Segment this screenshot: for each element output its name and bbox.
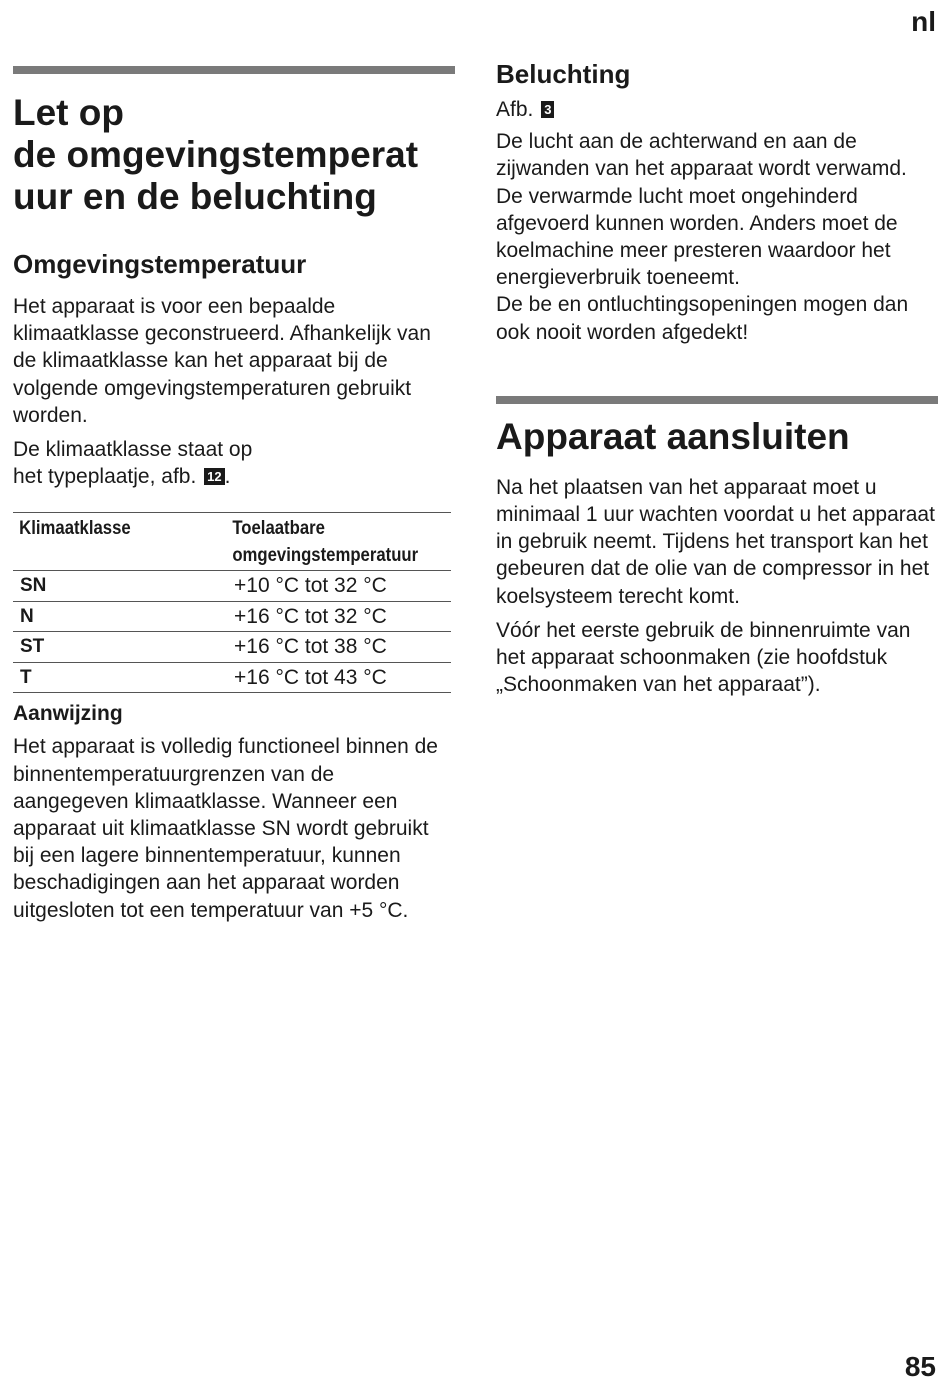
table-cell-klasse: N <box>20 605 34 627</box>
table-row <box>13 632 451 663</box>
section-rule <box>496 396 938 404</box>
figure-reference-badge: 12 <box>204 468 224 485</box>
text-line: De klimaatklasse staat op <box>13 438 253 462</box>
beluchting-heading: Beluchting <box>496 59 631 89</box>
climate-class-table <box>13 512 451 693</box>
aansluiten-paragraph: Na het plaatsen van het apparaat moet u minimaal 1 uur wachten voordat u het apparaat in gebruik neemt. Tijdens het transport kan het gebeuren dat de olie van de compressor in het koelsysteem terecht komt. <box>496 475 935 608</box>
omgevingstemperatuur-paragraph: Het apparaat is voor een bepaalde klimaatklasse geconstrueerd. Afhankelijk van de klimaatklasse kan het apparaat bij de volgende omgevingstemperaturen gebruikt worden. <box>13 295 431 427</box>
table-row <box>13 601 451 632</box>
table-cell-temp: +10 °C tot 32 °C <box>234 574 387 598</box>
klimaatklasse-location-paragraph <box>13 436 455 490</box>
title-line: Let op <box>13 92 124 133</box>
text-line: het typeplaatje, afb. <box>13 465 197 489</box>
page-title <box>13 92 455 218</box>
table-cell-klasse: ST <box>20 636 45 658</box>
figure-reference-line <box>496 96 938 123</box>
column-header-klimaatklasse: Klimaatklasse <box>19 518 131 540</box>
note-heading: Aanwijzing <box>13 702 123 726</box>
figure-reference-badge: 3 <box>541 101 554 118</box>
title-line: uur en de beluchting <box>13 176 377 217</box>
title-line: de omgevingstemperat <box>13 134 419 175</box>
table-cell-temp: +16 °C tot 38 °C <box>234 635 387 659</box>
column-header-temperatuur: Toelaatbare omgevingstemperatuur <box>232 518 419 567</box>
aansluiten-cleaning-paragraph: Vóór het eerste gebruik de binnenruimte van het apparaat schoonmaken (zie hoofdstuk „Schoonmaken van het apparaat”). <box>496 618 911 697</box>
section-rule <box>13 66 455 74</box>
table-row <box>13 571 451 602</box>
left-column <box>13 66 455 924</box>
page-number: 85 <box>904 1351 936 1382</box>
table-cell-temp: +16 °C tot 43 °C <box>234 665 387 689</box>
table-cell-klasse: T <box>20 666 32 688</box>
omgevingstemperatuur-heading: Omgevingstemperatuur <box>13 249 307 279</box>
text-punctuation: . <box>224 465 231 489</box>
table-cell-temp: +16 °C tot 32 °C <box>234 604 387 628</box>
table-cell-klasse: SN <box>20 575 47 597</box>
afb-label: Afb. <box>496 98 534 121</box>
beluchting-warning-paragraph: De be en ontluchtingsopeningen mogen dan ook nooit worden afgedekt! <box>496 293 909 344</box>
note-paragraph: Het apparaat is volledig functioneel binnen de binnentemperatuurgrenzen van de aangegeven klimaatklasse. Wanneer een apparaat uit klimaatklasse SN wordt gebruikt bij een lagere binnentemperatuur, kunnen beschadigingen aan het apparaat worden uitgesloten tot een temperatuur van +5 °C. <box>13 735 438 922</box>
right-column <box>496 58 938 698</box>
table-row <box>13 662 451 693</box>
table-header-row <box>13 513 451 571</box>
language-tag: nl <box>911 6 936 37</box>
aansluiten-title: Apparaat aansluiten <box>496 415 850 457</box>
beluchting-paragraph: De lucht aan de achterwand en aan de zijwanden van het apparaat wordt verwamd. De verwarmde lucht moet ongehinderd afgevoerd kunnen worden. Anders moet de koelmachine meer presteren waardoor het energieverbruik toeneemt. <box>496 130 907 290</box>
